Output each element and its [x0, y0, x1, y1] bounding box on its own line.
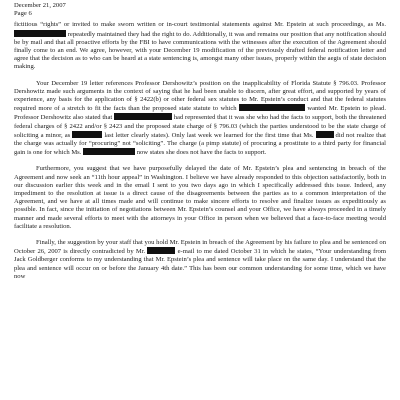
redaction-bar: [14, 30, 66, 37]
paragraph: [14, 165, 386, 231]
header-date: December 21, 2007: [14, 2, 66, 9]
paragraph-text: had represented that it was she who had the facts to support, both the threatened federal charges of § 2422 and/or § 2423 and the proposed state charge of § 796.03 (which the parties understood to be the state charge of soliciting a minor, as: [14, 114, 387, 139]
letter-header: [14, 2, 386, 18]
redaction-bar: [72, 131, 102, 138]
paragraph-text: now states she does not have the facts to support.: [135, 149, 267, 157]
paragraph-text: fictitious “rights” or invited to make sworn written or in-court testimonial statements against Mr. Epstein at such proceedings, as Ms.: [14, 21, 386, 29]
redaction-bar: [114, 113, 172, 120]
paragraph-text: Your December 19 letter references Professor Dershowitz’s position on the inapplicability of Florida Statute § 796.03. Professor Dershowitz made such arguments in the context of saying that he had been unable to discern, after great effort, and supported by years of experience, any basis for the application of § 2422(b) or other federal sex statutes to Mr. Epstein’s conduct and that the federal statutes required more of a stretch to fit the facts than the proposed state statute to which: [14, 79, 386, 113]
paragraph: [14, 239, 386, 281]
paragraph-text: repeatedly maintained they had the right to do. Additionally, it was and remains our position that any notification should be by mail and that all proactive efforts by the FBI to have communications with the witnesses after the execution of the Agreement should finally come to an end. We agree, however, with your December 19 modification of the previously drafted federal notification letter and agree that the decision as to who can be heard at a state sentencing is, amongst many other issues, properly within the aegis of state decision making.: [14, 30, 386, 71]
paragraph-text: Furthermore, you suggest that we have purposefully delayed the date of Mr. Epstein’s plea and sentencing in breach of the Agreement and now seek an “11th hour appeal” in Washington. I believe we have already responded to this objection satisfactorily, both in our discussion earlier this week and in the email I sent to you two days ago in which I specifically addressed this issue. Indeed, any impediment to the resolution at issue is a direct cause of the disagreements between the parties as to a common interpretation of the Agreement, and we have at all times made and will continue to make sincere efforts to resolve and finalize issues as expeditiously as possible. In fact, since the initiation of negotiations between Mr. Epstein’s counsel and your Office, we have always proceeded in a timely manner and made several efforts to meet with the attorneys in your Office in person when we believed that a face-to-face meeting would facilitate a resolution.: [14, 165, 386, 230]
paragraph-text: Finally, the suggestion by your staff that you hold Mr. Epstein in breach of the Agreement by his failure to plea and be sentenced on October 26, 2007 is directly contradicted by Mr.: [14, 239, 386, 256]
letter-body: [14, 21, 386, 281]
paragraph-text: did not realize that the charge was actually for “procuring” not “soliciting”. The charge (a pimp statute) of procuring a prostitute to a third party for financial gain is one for which Ms.: [14, 131, 386, 157]
redaction-bar: [147, 247, 175, 254]
paragraph-text: e-mail to me dated October 31 in which he states, “Your understanding from Jack Goldberger conforms to my understanding that Mr. Epstein’s plea and sentence will take place on the same day. I understand that the plea and sentence will occur on or before the January 4th date.” This has been our common understanding for some time, which we have now: [14, 248, 386, 280]
paragraph-text: last letter clearly states). Only last week we learned for the first time that Ms.: [102, 131, 316, 139]
redaction-bar: [239, 104, 305, 111]
paragraph: [14, 21, 386, 71]
paragraph-text: wanted Mr. Epstein to plead. Professor Dershowitz also stated that: [14, 105, 386, 122]
header-page-number: Page 6: [14, 10, 32, 18]
paragraph: [14, 80, 386, 158]
redaction-bar: [316, 131, 334, 138]
redaction-bar: [83, 148, 135, 155]
